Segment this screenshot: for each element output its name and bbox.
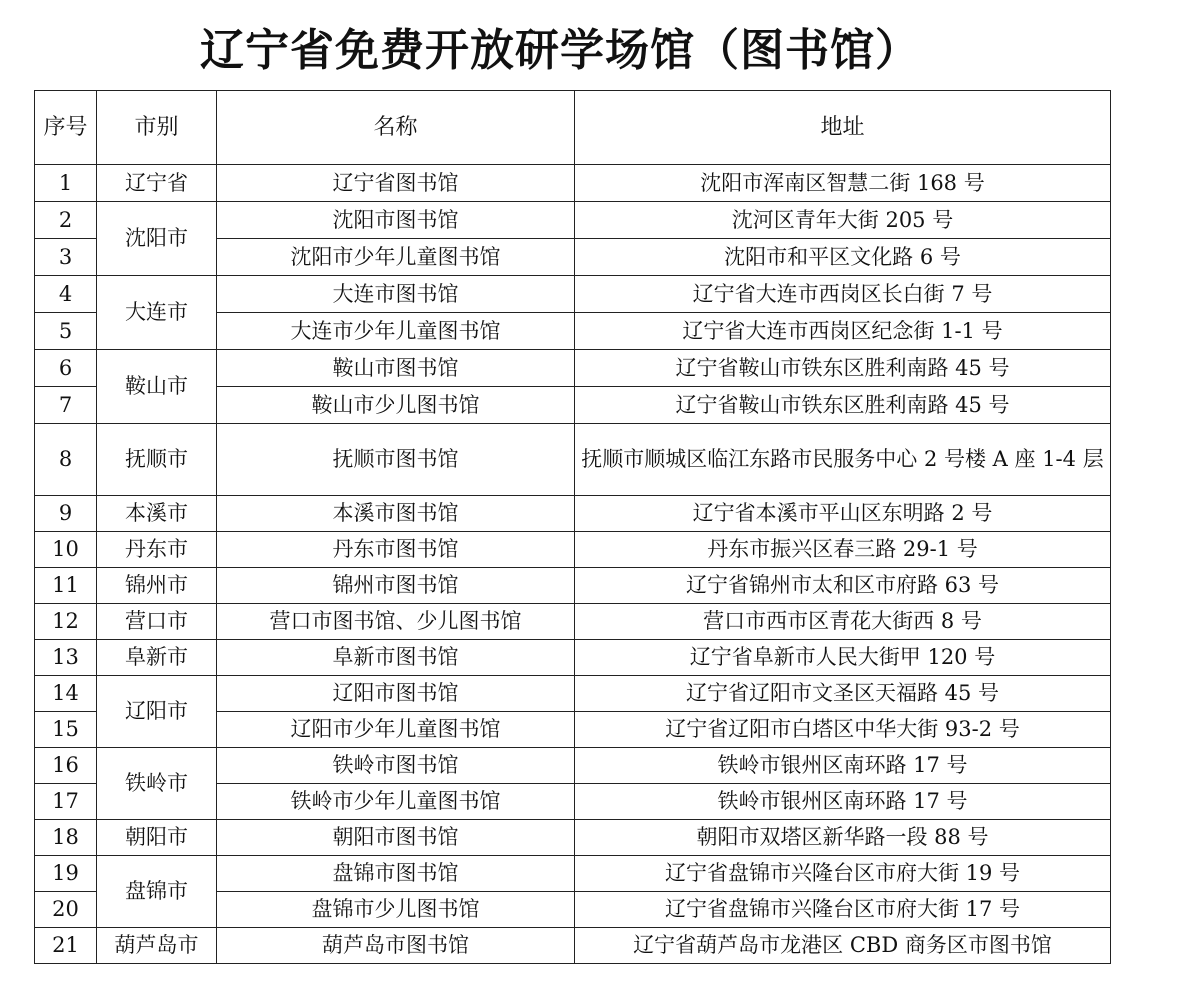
cell-no: 5 <box>35 313 97 350</box>
cell-name: 盘锦市图书馆 <box>217 856 575 892</box>
cell-city: 抚顺市 <box>97 424 217 496</box>
cell-name: 锦州市图书馆 <box>217 568 575 604</box>
cell-address: 沈河区青年大街 205 号 <box>575 202 1111 239</box>
cell-no: 18 <box>35 820 97 856</box>
cell-address: 抚顺市顺城区临江东路市民服务中心 2 号楼 A 座 1-4 层 <box>575 424 1111 496</box>
table-row <box>35 640 1111 676</box>
cell-city: 葫芦岛市 <box>97 928 217 964</box>
cell-name: 鞍山市少儿图书馆 <box>217 387 575 424</box>
cell-city: 盘锦市 <box>97 856 217 928</box>
cell-name: 本溪市图书馆 <box>217 496 575 532</box>
cell-no: 4 <box>35 276 97 313</box>
table-row <box>35 350 1111 387</box>
cell-name: 阜新市图书馆 <box>217 640 575 676</box>
cell-address: 辽宁省阜新市人民大街甲 120 号 <box>575 640 1111 676</box>
cell-address: 辽宁省葫芦岛市龙港区 CBD 商务区市图书馆 <box>575 928 1111 964</box>
cell-address: 沈阳市和平区文化路 6 号 <box>575 239 1111 276</box>
cell-address: 辽宁省辽阳市文圣区天福路 45 号 <box>575 676 1111 712</box>
table-row <box>35 424 1111 496</box>
cell-no: 12 <box>35 604 97 640</box>
cell-address: 朝阳市双塔区新华路一段 88 号 <box>575 820 1111 856</box>
cell-address: 沈阳市浑南区智慧二街 168 号 <box>575 165 1111 202</box>
document-title: 辽宁省免费开放研学场馆（图书馆） <box>200 25 920 76</box>
cell-address: 铁岭市银州区南环路 17 号 <box>575 748 1111 784</box>
header-name: 名称 <box>217 91 575 165</box>
cell-no: 20 <box>35 892 97 928</box>
table-row <box>35 820 1111 856</box>
table-row <box>35 276 1111 313</box>
cell-address: 辽宁省本溪市平山区东明路 2 号 <box>575 496 1111 532</box>
cell-address: 辽宁省盘锦市兴隆台区市府大街 17 号 <box>575 892 1111 928</box>
cell-city: 沈阳市 <box>97 202 217 276</box>
header-no: 序号 <box>35 91 97 165</box>
cell-address: 辽宁省鞍山市铁东区胜利南路 45 号 <box>575 350 1111 387</box>
table-row <box>35 532 1111 568</box>
cell-no: 11 <box>35 568 97 604</box>
cell-address: 丹东市振兴区春三路 29-1 号 <box>575 532 1111 568</box>
cell-name: 葫芦岛市图书馆 <box>217 928 575 964</box>
cell-name: 大连市图书馆 <box>217 276 575 313</box>
table-row <box>35 928 1111 964</box>
cell-address: 辽宁省盘锦市兴隆台区市府大街 19 号 <box>575 856 1111 892</box>
table-row <box>35 165 1111 202</box>
cell-city: 营口市 <box>97 604 217 640</box>
header-address: 地址 <box>575 91 1111 165</box>
cell-city: 鞍山市 <box>97 350 217 424</box>
cell-city: 辽宁省 <box>97 165 217 202</box>
cell-no: 7 <box>35 387 97 424</box>
cell-name: 铁岭市图书馆 <box>217 748 575 784</box>
cell-address: 辽宁省锦州市太和区市府路 63 号 <box>575 568 1111 604</box>
cell-no: 3 <box>35 239 97 276</box>
table-row <box>35 568 1111 604</box>
cell-name: 辽阳市图书馆 <box>217 676 575 712</box>
cell-name: 盘锦市少儿图书馆 <box>217 892 575 928</box>
cell-address: 辽宁省大连市西岗区长白街 7 号 <box>575 276 1111 313</box>
cell-name: 丹东市图书馆 <box>217 532 575 568</box>
cell-city: 本溪市 <box>97 496 217 532</box>
cell-no: 10 <box>35 532 97 568</box>
table-row <box>35 496 1111 532</box>
cell-no: 9 <box>35 496 97 532</box>
cell-no: 19 <box>35 856 97 892</box>
cell-city: 阜新市 <box>97 640 217 676</box>
table-row <box>35 748 1111 784</box>
cell-name: 大连市少年儿童图书馆 <box>217 313 575 350</box>
cell-no: 8 <box>35 424 97 496</box>
cell-no: 1 <box>35 165 97 202</box>
cell-no: 6 <box>35 350 97 387</box>
cell-name: 辽宁省图书馆 <box>217 165 575 202</box>
cell-city: 锦州市 <box>97 568 217 604</box>
cell-name: 沈阳市图书馆 <box>217 202 575 239</box>
cell-no: 2 <box>35 202 97 239</box>
cell-no: 17 <box>35 784 97 820</box>
cell-name: 沈阳市少年儿童图书馆 <box>217 239 575 276</box>
table-row <box>35 676 1111 712</box>
cell-no: 21 <box>35 928 97 964</box>
cell-name: 朝阳市图书馆 <box>217 820 575 856</box>
cell-city: 铁岭市 <box>97 748 217 820</box>
header-row <box>35 91 1111 165</box>
cell-address: 辽宁省鞍山市铁东区胜利南路 45 号 <box>575 387 1111 424</box>
cell-city: 朝阳市 <box>97 820 217 856</box>
table-row <box>35 856 1111 892</box>
cell-name: 抚顺市图书馆 <box>217 424 575 496</box>
cell-city: 大连市 <box>97 276 217 350</box>
cell-no: 14 <box>35 676 97 712</box>
cell-name: 营口市图书馆、少儿图书馆 <box>217 604 575 640</box>
cell-name: 鞍山市图书馆 <box>217 350 575 387</box>
cell-name: 铁岭市少年儿童图书馆 <box>217 784 575 820</box>
table-row <box>35 604 1111 640</box>
cell-address: 辽宁省辽阳市白塔区中华大街 93-2 号 <box>575 712 1111 748</box>
header-city: 市别 <box>97 91 217 165</box>
cell-no: 13 <box>35 640 97 676</box>
cell-name: 辽阳市少年儿童图书馆 <box>217 712 575 748</box>
cell-no: 15 <box>35 712 97 748</box>
cell-no: 16 <box>35 748 97 784</box>
cell-address: 营口市西市区青花大街西 8 号 <box>575 604 1111 640</box>
table-row <box>35 202 1111 239</box>
cell-city: 丹东市 <box>97 532 217 568</box>
cell-address: 铁岭市银州区南环路 17 号 <box>575 784 1111 820</box>
library-table <box>34 90 1111 964</box>
cell-city: 辽阳市 <box>97 676 217 748</box>
cell-address: 辽宁省大连市西岗区纪念街 1-1 号 <box>575 313 1111 350</box>
